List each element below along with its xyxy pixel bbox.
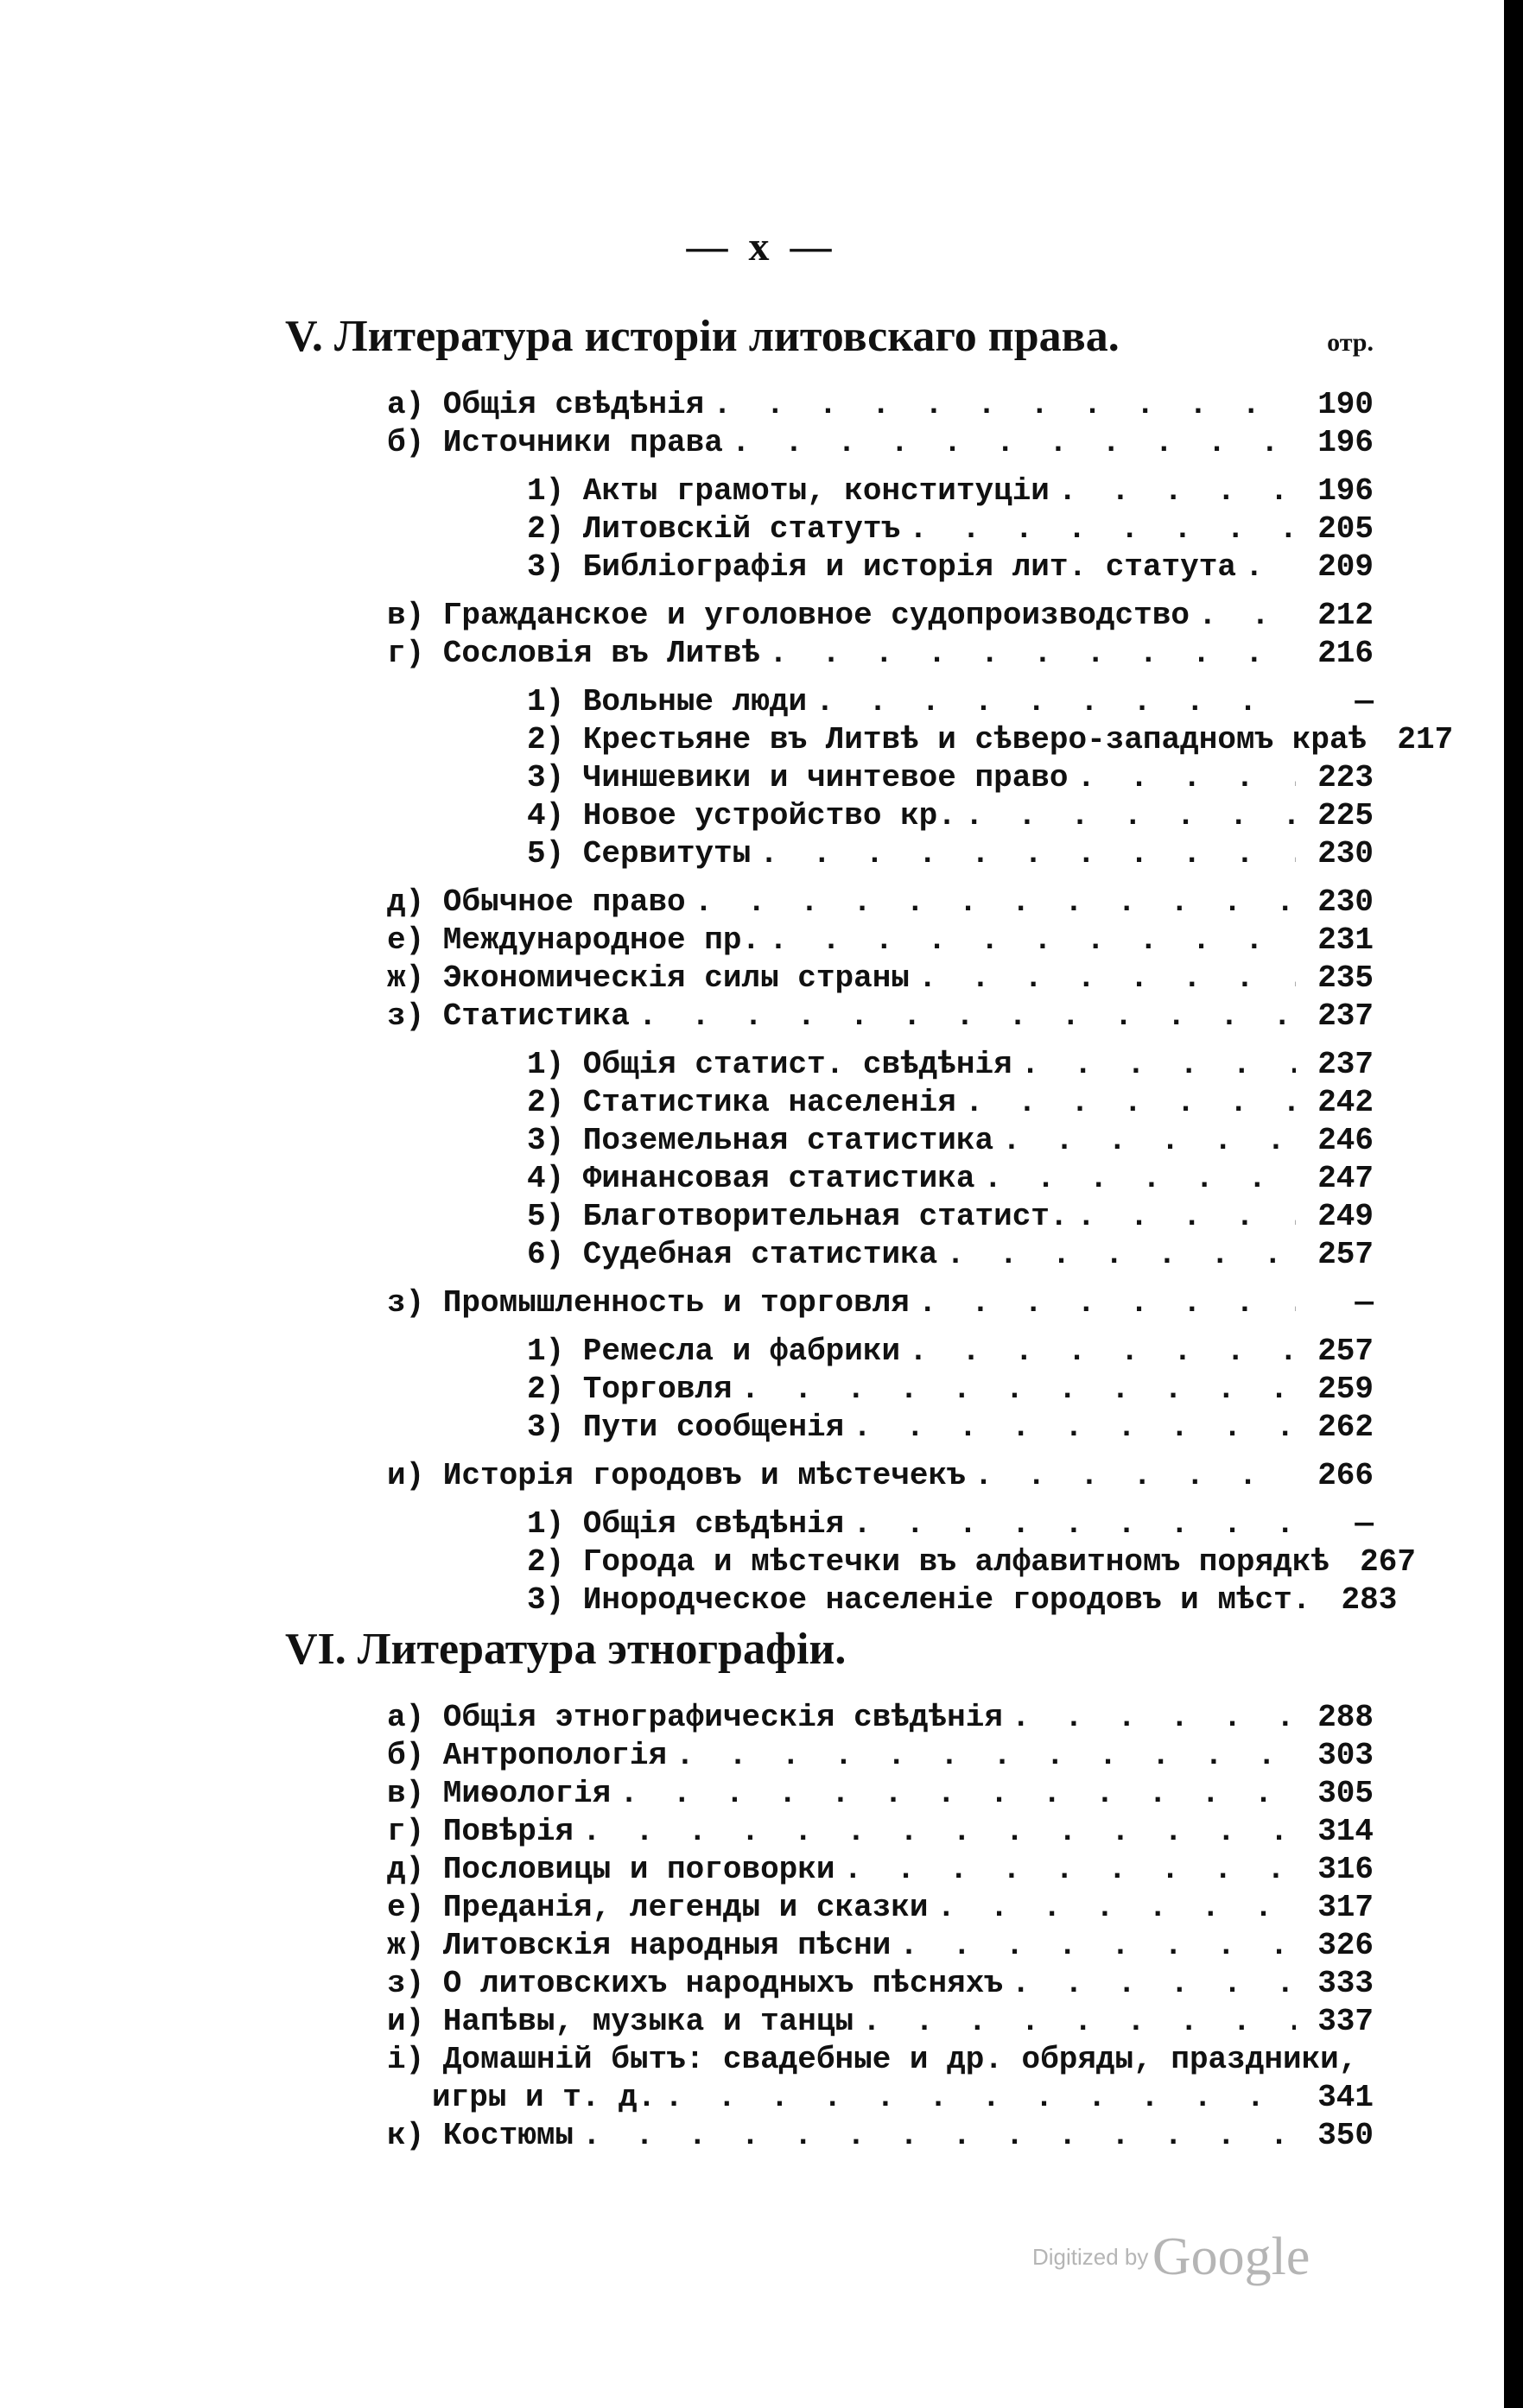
toc-entry: [285, 1700, 1374, 1738]
dot-leader: [1245, 549, 1296, 585]
toc-entry: [285, 922, 1374, 960]
section-title: V. Литература исторіи литовскаго права.: [285, 312, 1120, 361]
entry-page: —: [1355, 684, 1374, 719]
entry-page: 305: [1317, 1776, 1374, 1811]
entry-label: игры и т. д.: [432, 2080, 657, 2115]
entry-page: 257: [1317, 1237, 1374, 1272]
dot-leader: [946, 1237, 1296, 1272]
dot-leader: [638, 998, 1296, 1034]
dot-leader: [937, 1890, 1296, 1925]
toc-entry: [285, 1852, 1374, 1890]
dot-leader: [769, 636, 1296, 671]
entry-page: 209: [1317, 549, 1374, 585]
page-edge: [1504, 0, 1523, 2408]
dot-leader: [1058, 473, 1296, 509]
section-heading: [285, 311, 1374, 371]
entry-page: 283: [1341, 1582, 1398, 1618]
entry-label: е) Преданія, легенды и сказки: [387, 1890, 929, 1925]
toc-entry: [285, 2080, 1374, 2118]
entry-label: а) Общія этнографическія свѣдѣнія: [387, 1700, 1003, 1735]
entry-page: 247: [1317, 1161, 1374, 1196]
entry-label: 1) Ремесла и фабрики: [527, 1334, 901, 1369]
entry-label: б) Антропологія: [387, 1738, 668, 1773]
section-v: [285, 311, 1454, 1620]
entry-label: д) Пословицы и поговорки: [387, 1852, 835, 1887]
entry-label: 1) Общія свѣдѣнія: [527, 1506, 845, 1542]
dot-leader: [965, 1085, 1296, 1120]
toc-entry: [285, 760, 1374, 798]
toc-entry: [285, 684, 1374, 722]
entry-label: 1) Общія статист. свѣдѣнія: [527, 1047, 1012, 1082]
entry-page: 231: [1317, 922, 1374, 958]
dot-leader: [918, 960, 1296, 996]
toc-entry: [285, 473, 1374, 511]
entry-page: 246: [1317, 1123, 1374, 1158]
dot-leader: [1012, 1700, 1296, 1735]
entry-label: в) Гражданское и уголовное судопроизводство: [387, 598, 1190, 633]
entry-label: 1) Акты грамоты, конституціи: [527, 473, 1050, 509]
entry-page: 314: [1317, 1814, 1374, 1849]
toc-entry: [285, 1410, 1374, 1448]
toc-entry: [285, 1738, 1374, 1776]
entry-label: 2) Литовскій статутъ: [527, 511, 901, 547]
dot-leader: [974, 1458, 1296, 1493]
entry-page: 196: [1317, 425, 1374, 460]
dot-leader: [769, 922, 1296, 958]
entry-label: а) Общія свѣдѣнія: [387, 387, 705, 422]
dot-leader: [664, 2080, 1296, 2115]
toc-entry: [285, 2118, 1374, 2156]
toc-entry: [285, 2042, 1374, 2080]
entry-label: и) Напѣвы, музыка и танцы: [387, 2004, 854, 2039]
digitized-watermark: [1032, 2227, 1310, 2288]
entry-label: д) Обычное право: [387, 884, 686, 920]
entry-page: 217: [1397, 722, 1454, 757]
section-heading: [285, 1624, 1374, 1684]
entry-page: 237: [1317, 998, 1374, 1034]
page-column-label: отр.: [1327, 328, 1374, 357]
entry-page: 212: [1317, 598, 1374, 633]
toc-entry: [285, 1085, 1374, 1123]
toc-entry: [285, 1776, 1374, 1814]
entry-label: ж) Литовскія народныя пѣсни: [387, 1928, 892, 1963]
entry-label: з) О литовскихъ народныхъ пѣсняхъ: [387, 1966, 1003, 2001]
entry-label: 3) Пути сообщенія: [527, 1410, 845, 1445]
entry-page: 333: [1317, 1966, 1374, 2001]
dot-leader: [1077, 1199, 1296, 1234]
entry-page: 266: [1317, 1458, 1374, 1493]
toc-list: [285, 1700, 1374, 2156]
entry-label: 3) Библіографія и исторія лит. статута: [527, 549, 1236, 585]
dot-leader: [582, 2118, 1296, 2153]
entry-label: з) Промышленность и торговля: [387, 1285, 910, 1321]
toc-entry: [285, 1814, 1374, 1852]
entry-label: к) Костюмы: [387, 2118, 574, 2153]
entry-page: 205: [1317, 511, 1374, 547]
entry-label: ж) Экономическія силы страны: [387, 960, 910, 996]
entry-page: 216: [1317, 636, 1374, 671]
toc-entry: [285, 1047, 1374, 1085]
dot-leader: [676, 1738, 1296, 1773]
toc-entry: [285, 2004, 1374, 2042]
entry-page: 259: [1317, 1372, 1374, 1407]
entry-label: 1) Вольные люди: [527, 684, 808, 719]
watermark-prefix: Digitized by: [1032, 2244, 1149, 2270]
toc-entry: [285, 998, 1374, 1036]
section-title: VI. Литература этнографіи.: [285, 1625, 847, 1674]
entry-label: 5) Благотворительная статист.: [527, 1199, 1069, 1234]
google-logo: Google: [1152, 2227, 1310, 2286]
dot-leader: [853, 1506, 1296, 1542]
entry-page: 326: [1317, 1928, 1374, 1963]
entry-page: 230: [1317, 836, 1374, 871]
toc-entry: [285, 549, 1374, 587]
toc-entry: [285, 425, 1374, 463]
toc-entry: [285, 1966, 1374, 2004]
entry-page: 237: [1317, 1047, 1374, 1082]
entry-label: 3) Поземельная статистика: [527, 1123, 994, 1158]
entry-label: 5) Сервитуты: [527, 836, 752, 871]
dot-leader: [582, 1814, 1296, 1849]
entry-label: е) Международное пр.: [387, 922, 761, 958]
toc-entry: [285, 1123, 1374, 1161]
entry-page: 317: [1317, 1890, 1374, 1925]
entry-label: 2) Города и мѣстечки въ алфавитномъ порядкѣ: [527, 1544, 1329, 1580]
entry-page: 242: [1317, 1085, 1374, 1120]
dot-leader: [741, 1372, 1296, 1407]
toc-entry: [285, 598, 1374, 636]
toc-entry: [285, 798, 1374, 836]
toc-entry: [285, 1582, 1398, 1620]
entry-page: 225: [1317, 798, 1374, 833]
toc-entry: [285, 1458, 1374, 1496]
entry-label: б) Источники права: [387, 425, 723, 460]
dot-leader: [965, 798, 1296, 833]
dot-leader: [918, 1285, 1296, 1321]
dot-leader: [1021, 1047, 1296, 1082]
entry-label: 2) Статистика населенія: [527, 1085, 956, 1120]
toc-entry: [285, 1199, 1374, 1237]
entry-label: в) Миѳологія: [387, 1776, 612, 1811]
entry-page: —: [1355, 1285, 1374, 1321]
dot-leader: [759, 836, 1296, 871]
toc-entry: [285, 1161, 1374, 1199]
entry-label: з) Статистика: [387, 998, 630, 1034]
toc-list: [285, 387, 1454, 1620]
entry-label: г) Сословія въ Литвѣ: [387, 636, 761, 671]
toc-entry: [285, 1890, 1374, 1928]
entry-label: 3) Инородческое населеніе городовъ и мѣст.: [527, 1582, 1311, 1618]
dot-leader: [815, 684, 1296, 719]
toc-entry: [285, 1285, 1374, 1323]
entry-page: —: [1355, 1506, 1374, 1542]
entry-page: 190: [1317, 387, 1374, 422]
toc-entry: [285, 1544, 1416, 1582]
dot-leader: [983, 1161, 1296, 1196]
entry-label: 4) Новое устройство кр.: [527, 798, 956, 833]
dot-leader: [713, 387, 1296, 422]
entry-label: 4) Финансовая статистика: [527, 1161, 975, 1196]
dot-leader: [1012, 1966, 1296, 2001]
dot-leader: [619, 1776, 1296, 1811]
toc-entry: [285, 884, 1374, 922]
dot-leader: [909, 1334, 1296, 1369]
entry-label: 2) Крестьяне въ Литвѣ и сѣверо-западномъ краѣ: [527, 722, 1368, 757]
entry-label: и) Исторія городовъ и мѣстечекъ: [387, 1458, 966, 1493]
toc-entry: [285, 1334, 1374, 1372]
section-vi: [285, 1624, 1374, 2156]
dot-leader: [732, 425, 1296, 460]
entry-label: 6) Судебная статистика: [527, 1237, 938, 1272]
entry-page: 262: [1317, 1410, 1374, 1445]
toc-entry: [285, 387, 1374, 425]
toc-entry: [285, 836, 1374, 874]
toc-entry: [285, 511, 1374, 549]
entry-page: 316: [1317, 1852, 1374, 1887]
entry-label: 3) Чиншевики и чинтевое право: [527, 760, 1069, 795]
toc-entry: [285, 960, 1374, 998]
dot-leader: [843, 1852, 1296, 1887]
dot-leader: [695, 884, 1296, 920]
entry-page: 249: [1317, 1199, 1374, 1234]
entry-page: 235: [1317, 960, 1374, 996]
dot-leader: [899, 1928, 1296, 1963]
dot-leader: [1198, 598, 1296, 633]
toc-entry: [285, 722, 1454, 760]
entry-page: 257: [1317, 1334, 1374, 1369]
entry-page: 288: [1317, 1700, 1374, 1735]
dot-leader: [909, 511, 1296, 547]
dot-leader: [1077, 760, 1296, 795]
entry-label: 2) Торговля: [527, 1372, 733, 1407]
entry-page: 230: [1317, 884, 1374, 920]
toc-entry: [285, 636, 1374, 674]
dot-leader: [1002, 1123, 1296, 1158]
dot-leader: [862, 2004, 1296, 2039]
dot-leader: [853, 1410, 1296, 1445]
toc-entry: [285, 1372, 1374, 1410]
entry-label: г) Повѣрія: [387, 1814, 574, 1849]
page-number: — x —: [686, 224, 837, 269]
entry-page: 303: [1317, 1738, 1374, 1773]
entry-label: і) Домашній бытъ: свадебные и др. обряды, праздники,: [387, 2042, 1358, 2077]
entry-page: 350: [1317, 2118, 1374, 2153]
toc-entry: [285, 1928, 1374, 1966]
entry-page: 341: [1317, 2080, 1374, 2115]
toc-entry: [285, 1506, 1374, 1544]
toc-entry: [285, 1237, 1374, 1275]
entry-page: 196: [1317, 473, 1374, 509]
entry-page: 267: [1360, 1544, 1416, 1580]
entry-page: 223: [1317, 760, 1374, 795]
entry-page: 337: [1317, 2004, 1374, 2039]
